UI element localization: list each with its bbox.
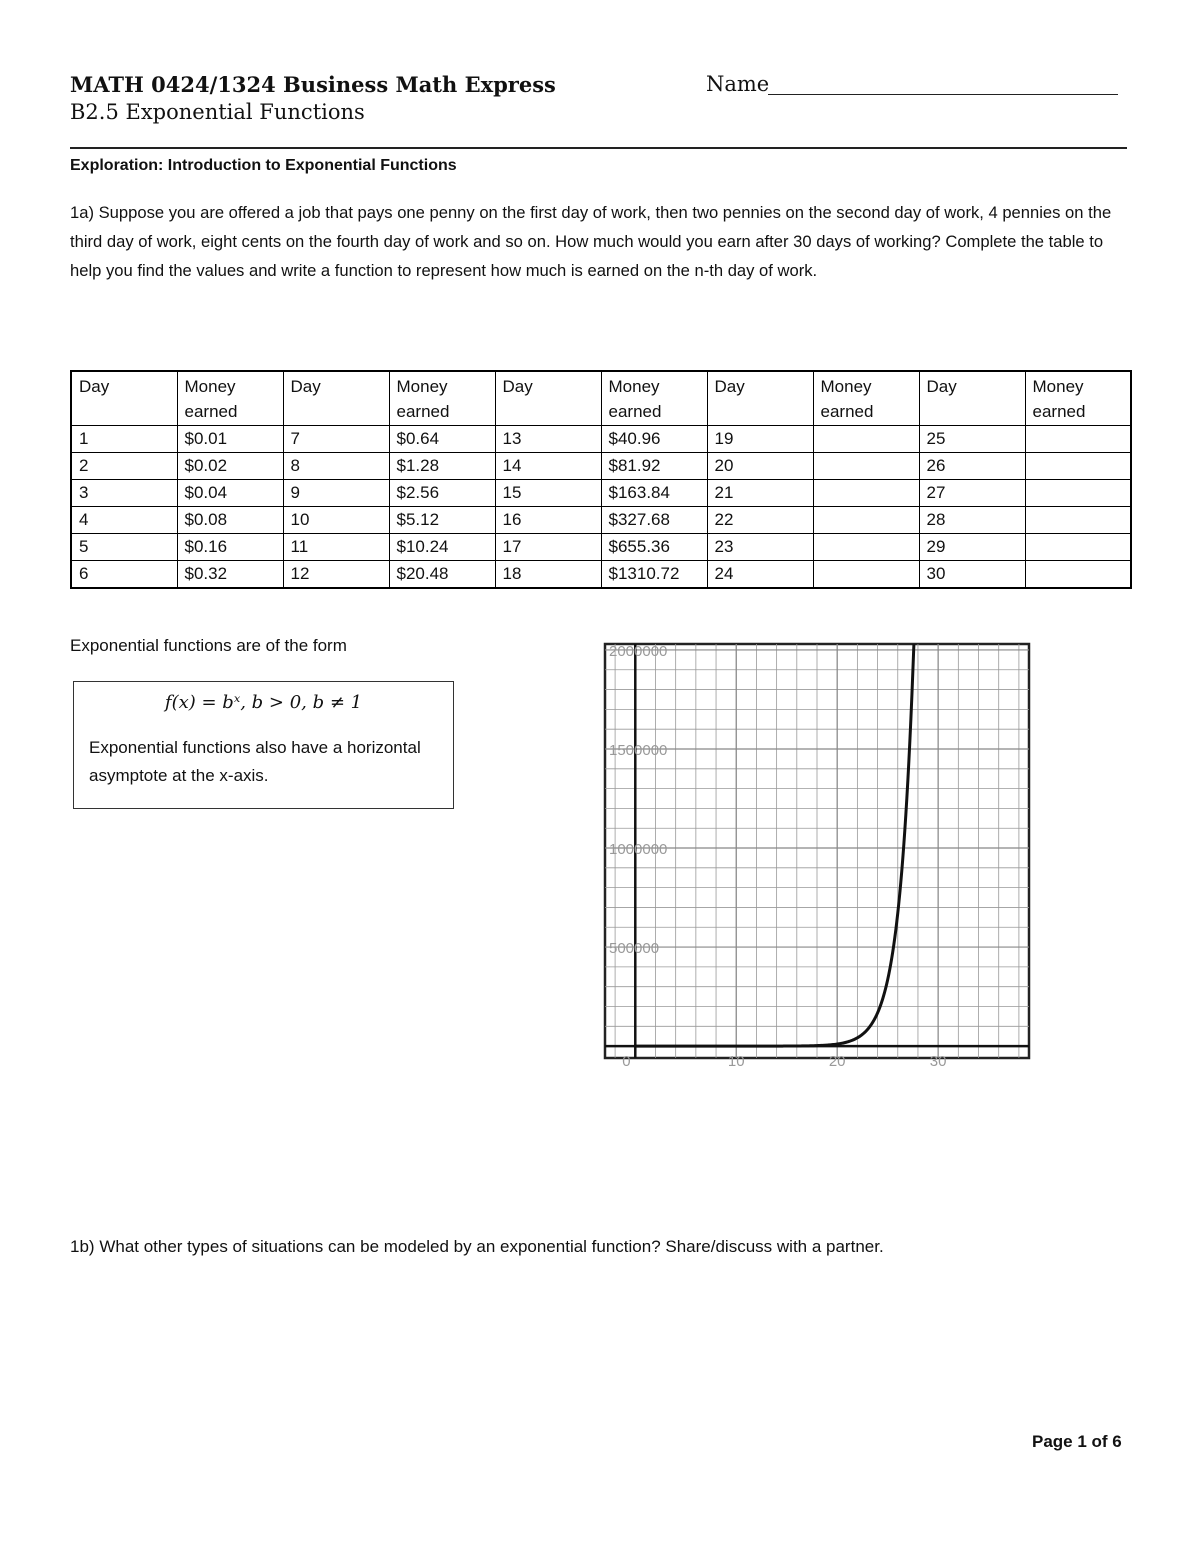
day-cell: 15 xyxy=(495,480,601,507)
question-1a xyxy=(70,198,1130,285)
column-header: Day xyxy=(495,371,601,426)
money-cell: $1310.72 xyxy=(601,561,707,589)
day-cell: 4 xyxy=(71,507,177,534)
question-1b xyxy=(70,1237,884,1257)
money-cell: $0.08 xyxy=(177,507,283,534)
day-cell: 7 xyxy=(283,426,389,453)
day-cell: 28 xyxy=(919,507,1025,534)
money-cell: $0.64 xyxy=(389,426,495,453)
day-cell: 2 xyxy=(71,453,177,480)
day-cell: 16 xyxy=(495,507,601,534)
exponential-form-intro: Exponential functions are of the form xyxy=(70,636,347,655)
day-cell: 27 xyxy=(919,480,1025,507)
section-title: B2.5 Exponential Functions xyxy=(70,100,365,124)
day-cell: 26 xyxy=(919,453,1025,480)
day-cell: 9 xyxy=(283,480,389,507)
money-answer-cell[interactable] xyxy=(813,534,919,561)
question-1b-text: What other types of situations can be modeled by an exponential function? Share/discuss with a partner. xyxy=(99,1237,884,1256)
table-row xyxy=(71,561,1131,589)
table-row xyxy=(71,426,1131,453)
table-row xyxy=(71,507,1131,534)
table-row xyxy=(71,480,1131,507)
money-answer-cell[interactable] xyxy=(813,426,919,453)
day-cell: 21 xyxy=(707,480,813,507)
money-cell: $1.28 xyxy=(389,453,495,480)
x-tick-label: 0 xyxy=(622,1053,631,1071)
day-cell: 5 xyxy=(71,534,177,561)
header-divider xyxy=(70,147,1127,149)
question-1a-label: 1a) xyxy=(70,203,94,222)
y-tick-label: 2000000 xyxy=(609,642,668,660)
question-1a-text: Suppose you are offered a job that pays one penny on the first day of work, then two pennies on the second day of work, 4 pennies on the third day of work, eight cents on the fourth day of work and so on. How much would you earn after 30 days of working? Complete the table to help you find the values and write a function to represent how much is earned on the n-th day of work. xyxy=(70,203,1112,280)
money-cell: $2.56 xyxy=(389,480,495,507)
day-cell: 14 xyxy=(495,453,601,480)
table-header-row xyxy=(71,371,1131,426)
x-tick-label: 10 xyxy=(727,1053,745,1071)
day-cell: 24 xyxy=(707,561,813,589)
day-cell: 18 xyxy=(495,561,601,589)
money-cell: $0.04 xyxy=(177,480,283,507)
money-cell: $0.32 xyxy=(177,561,283,589)
day-cell: 17 xyxy=(495,534,601,561)
money-answer-cell[interactable] xyxy=(1025,561,1131,589)
exploration-heading: Exploration: Introduction to Exponential Functions xyxy=(70,157,457,174)
money-answer-cell[interactable] xyxy=(1025,507,1131,534)
money-cell: $40.96 xyxy=(601,426,707,453)
y-tick-label: 500000 xyxy=(609,940,660,958)
table-row xyxy=(71,534,1131,561)
course-title: MATH 0424/1324 Business Math Express xyxy=(70,72,556,97)
money-answer-cell[interactable] xyxy=(1025,453,1131,480)
asymptote-note: Exponential functions also have a horizontal asymptote at the x-axis. xyxy=(89,738,421,785)
column-header: Money earned xyxy=(1025,371,1131,426)
day-cell: 23 xyxy=(707,534,813,561)
money-answer-cell[interactable] xyxy=(813,507,919,534)
money-cell: $0.02 xyxy=(177,453,283,480)
column-header: Money earned xyxy=(813,371,919,426)
money-answer-cell[interactable] xyxy=(1025,426,1131,453)
money-cell: $5.12 xyxy=(389,507,495,534)
day-cell: 13 xyxy=(495,426,601,453)
definition-box xyxy=(73,681,454,809)
page-number: Page 1 of 6 xyxy=(1032,1432,1122,1451)
earnings-table xyxy=(70,370,1132,589)
money-answer-cell[interactable] xyxy=(813,561,919,589)
day-cell: 19 xyxy=(707,426,813,453)
money-answer-cell[interactable] xyxy=(813,453,919,480)
day-cell: 11 xyxy=(283,534,389,561)
money-cell: $655.36 xyxy=(601,534,707,561)
money-cell: $0.01 xyxy=(177,426,283,453)
x-tick-label: 30 xyxy=(929,1053,947,1071)
money-cell: $327.68 xyxy=(601,507,707,534)
day-cell: 30 xyxy=(919,561,1025,589)
day-cell: 20 xyxy=(707,453,813,480)
day-cell: 3 xyxy=(71,480,177,507)
day-cell: 6 xyxy=(71,561,177,589)
money-cell: $163.84 xyxy=(601,480,707,507)
money-cell: $20.48 xyxy=(389,561,495,589)
question-1b-label: 1b) xyxy=(70,1237,95,1256)
day-cell: 29 xyxy=(919,534,1025,561)
exponential-formula: f(x) = bˣ, b > 0, b ≠ 1 xyxy=(164,692,363,713)
column-header: Day xyxy=(707,371,813,426)
day-cell: 10 xyxy=(283,507,389,534)
column-header: Money earned xyxy=(601,371,707,426)
day-cell: 1 xyxy=(71,426,177,453)
column-header: Money earned xyxy=(177,371,283,426)
day-cell: 25 xyxy=(919,426,1025,453)
day-cell: 8 xyxy=(283,453,389,480)
name-blank-line[interactable] xyxy=(768,94,1118,95)
money-cell: $81.92 xyxy=(601,453,707,480)
day-cell: 22 xyxy=(707,507,813,534)
column-header: Day xyxy=(283,371,389,426)
column-header: Money earned xyxy=(389,371,495,426)
x-tick-label: 20 xyxy=(828,1053,846,1071)
money-answer-cell[interactable] xyxy=(813,480,919,507)
name-label: Name xyxy=(706,72,770,96)
money-answer-cell[interactable] xyxy=(1025,480,1131,507)
money-cell: $10.24 xyxy=(389,534,495,561)
money-cell: $0.16 xyxy=(177,534,283,561)
y-tick-label: 1000000 xyxy=(609,841,668,859)
column-header: Day xyxy=(71,371,177,426)
column-header: Day xyxy=(919,371,1025,426)
table-row xyxy=(71,453,1131,480)
money-answer-cell[interactable] xyxy=(1025,534,1131,561)
day-cell: 12 xyxy=(283,561,389,589)
exponential-chart xyxy=(603,642,1031,1071)
y-tick-label: 1500000 xyxy=(609,741,668,759)
